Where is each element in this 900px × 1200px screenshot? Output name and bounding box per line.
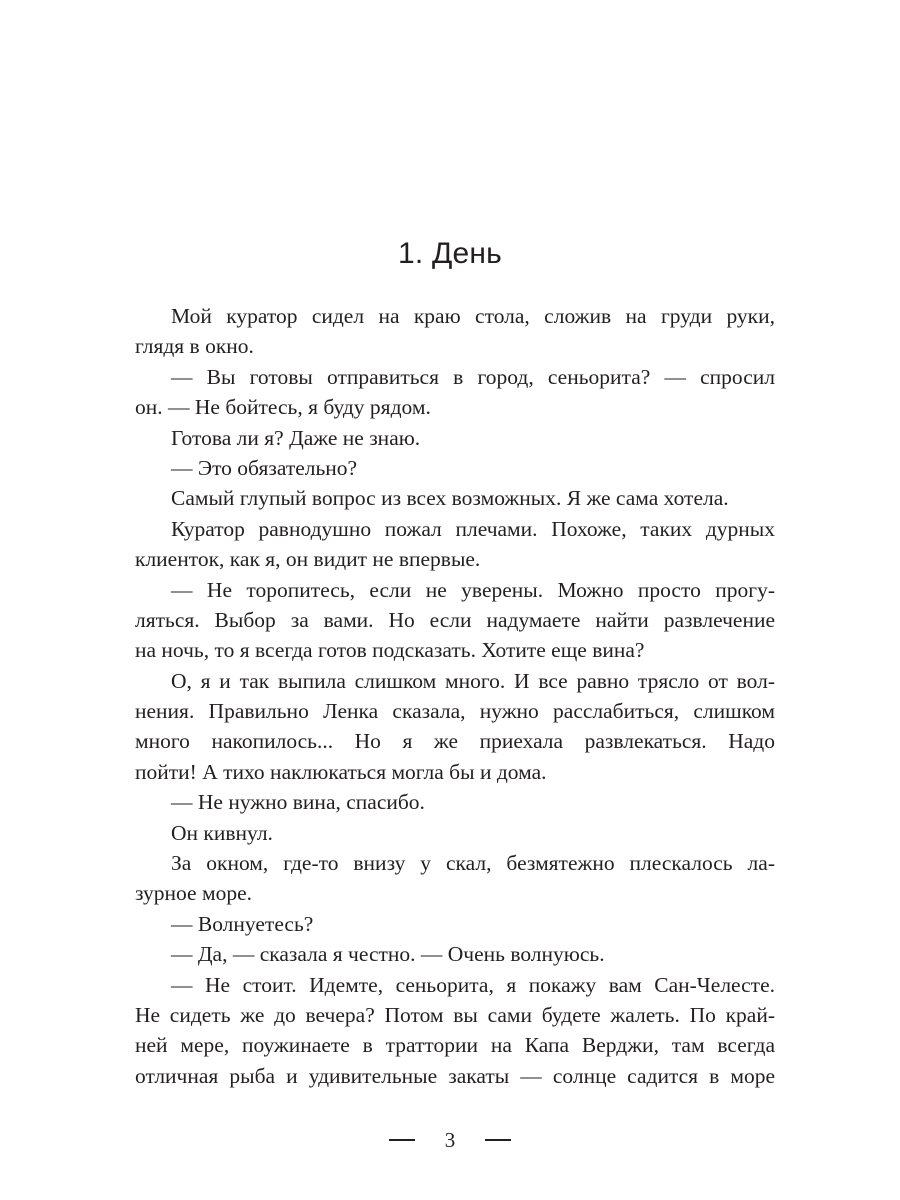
text-line: Мой куратор сидел на краю стола, сложив на груди руки, bbox=[171, 304, 775, 328]
text-line: — Волнуетесь? bbox=[171, 911, 314, 936]
text-line: отличная рыба и удивительные закаты — солнце садится в море bbox=[135, 1063, 775, 1088]
footer-rule-left bbox=[389, 1139, 415, 1141]
text-line: — Да, — сказала я честно. — Очень волнуюсь. bbox=[171, 942, 605, 967]
body-text bbox=[135, 301, 775, 1091]
page-number: 3 bbox=[444, 1127, 456, 1152]
text-line: зурное море. bbox=[135, 881, 253, 906]
text-line: пойти! А тихо наклюкаться могла бы и дома. bbox=[135, 759, 547, 784]
text-line: Куратор равнодушно пожал плечами. Похоже, таких дурных bbox=[171, 516, 775, 541]
text-line: ляться. Выбор за вами. Но если надумаете найти развлечение bbox=[135, 607, 775, 632]
text-line: на ночь, то я всегда готов подсказать. Хотите еще вина? bbox=[135, 638, 645, 663]
text-line: глядя в окно. bbox=[135, 334, 254, 359]
page-footer bbox=[0, 1123, 900, 1157]
footer-rule-right bbox=[485, 1139, 511, 1141]
text-line: — Вы готовы отправиться в город, сеньорита? — спросил bbox=[171, 364, 775, 389]
text-line: За окном, где-то внизу у скал, безмятежно плескалось ла- bbox=[171, 851, 775, 876]
text-line: — Не нужно вина, спасибо. bbox=[171, 790, 425, 815]
text-line: ней мере, поужинаете в траттории на Капа Верджи, там всегда bbox=[135, 1033, 775, 1058]
text-line: много накопилось... Но я же приехала развлекаться. Надо bbox=[135, 729, 775, 754]
text-line: Готова ли я? Даже не знаю. bbox=[171, 425, 421, 450]
text-line: клиенток, как я, он видит не впервые. bbox=[135, 547, 481, 572]
text-line: Он кивнул. bbox=[171, 820, 273, 845]
text-line: нения. Правильно Ленка сказала, нужно расслабиться, слишком bbox=[135, 699, 775, 724]
text-line: Самый глупый вопрос из всех возможных. Я же сама хотела. bbox=[171, 486, 729, 511]
text-line: — Это обязательно? bbox=[171, 455, 358, 480]
text-line: О, я и так выпила слишком много. И все равно трясло от вол- bbox=[171, 668, 775, 693]
text-line: он. — Не бойтесь, я буду рядом. bbox=[135, 395, 431, 420]
chapter-title: 1. День bbox=[398, 237, 502, 270]
text-line: Не сидеть же до вечера? Потом вы сами будете жалеть. По край- bbox=[135, 1002, 775, 1027]
text-line: — Не стоит. Идемте, сеньорита, я покажу вам Сан-Челесте. bbox=[171, 972, 775, 997]
text-line: — Не торопитесь, если не уверены. Можно просто прогу- bbox=[171, 577, 775, 602]
